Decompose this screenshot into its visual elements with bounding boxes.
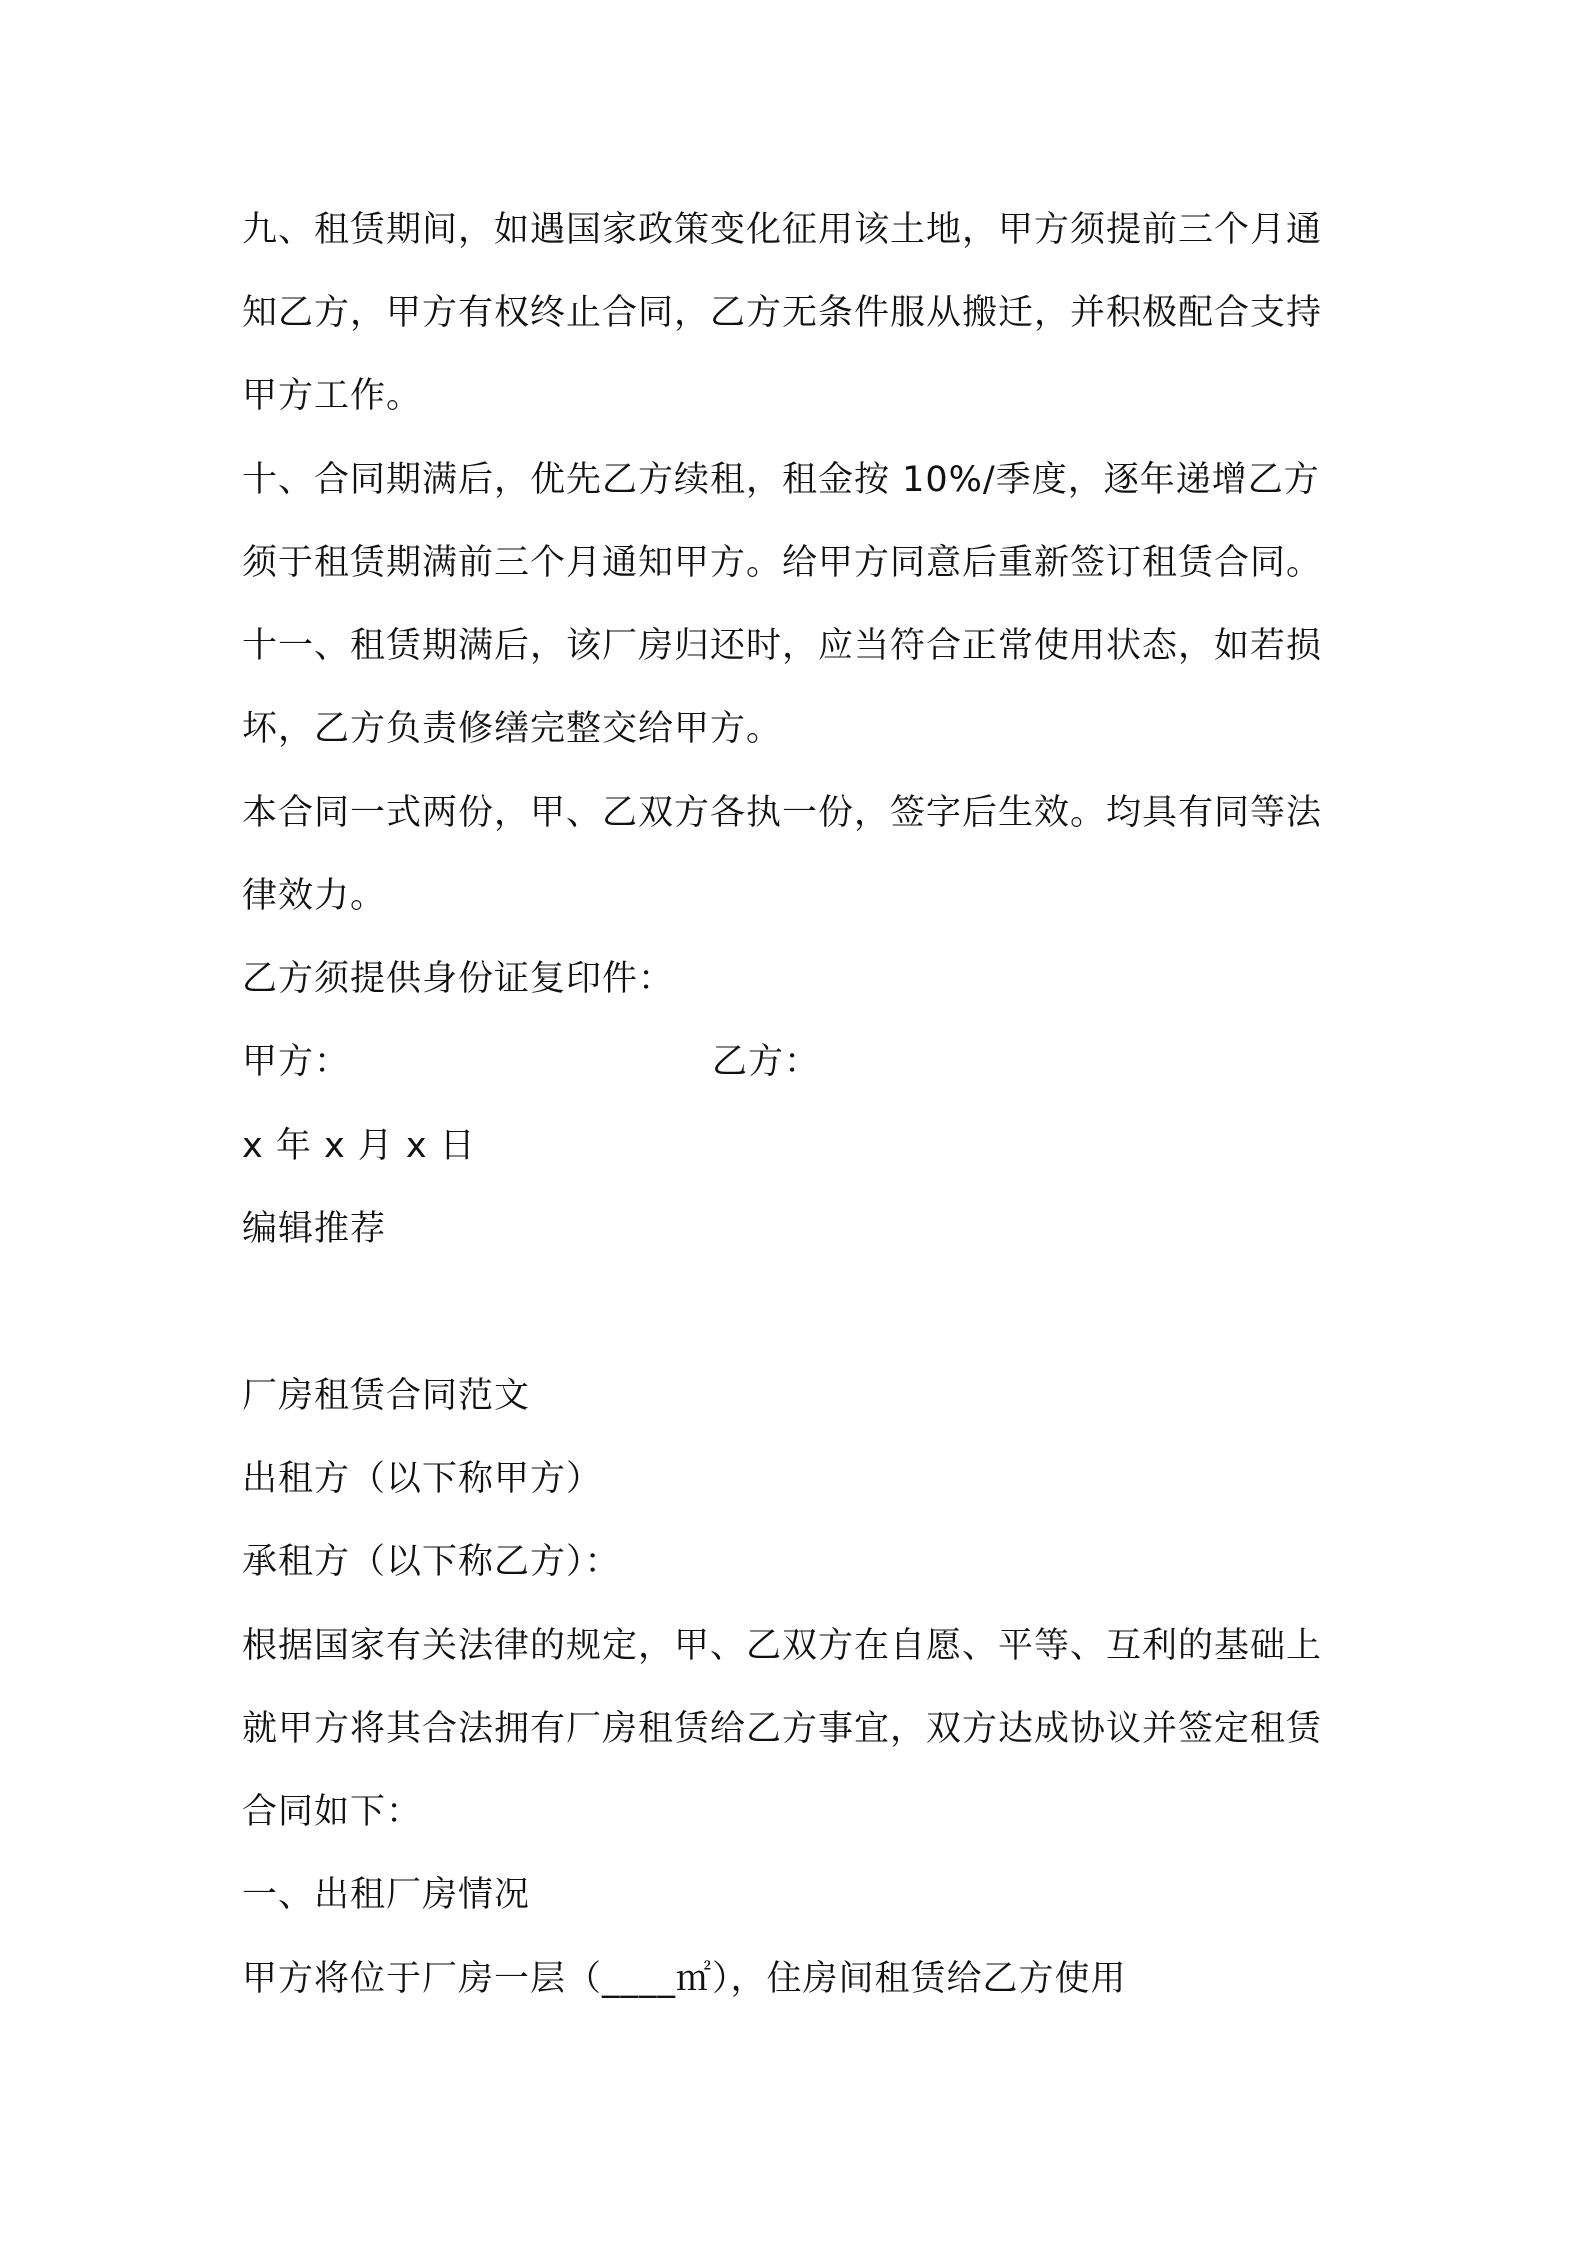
clause-9-line-1: 九、租赁期间，如遇国家政策变化征用该土地，甲方须提前三个月通 <box>242 210 1323 250</box>
id-copy-requirement: 乙方须提供身份证复印件： <box>242 959 675 999</box>
copies-line-1: 本合同一式两份，甲、乙双方各执一份，签字后生效。均具有同等法 <box>242 793 1323 833</box>
editor-pick: 编辑推荐 <box>242 1209 387 1249</box>
clause-11-line-1: 十一、租赁期满后，该厂房归还时，应当符合正常使用状态，如若损 <box>242 626 1323 666</box>
lessee-line: 承租方（以下称乙方）： <box>242 1542 621 1582</box>
lessor-line: 出租方（以下称甲方） <box>242 1459 603 1499</box>
clause-9-line-2: 知乙方，甲方有权终止合同，乙方无条件服从搬迁，并积极配合支持 <box>242 293 1323 333</box>
clause-9-line-3: 甲方工作。 <box>242 376 423 416</box>
section-1-title: 一、出租厂房情况 <box>242 1875 531 1915</box>
basis-line-2: 就甲方将其合法拥有厂房租赁给乙方事宜，双方达成协议并签定租赁 <box>242 1709 1323 1749</box>
clause-10-line-2: 须于租赁期满前三个月通知甲方。给甲方同意后重新签订租赁合同。 <box>242 543 1323 583</box>
clause-10-line-1: 十、合同期满后，优先乙方续租，租金按 10%/季度，逐年递增乙方 <box>242 460 1320 500</box>
date-line: x 年 x 月 x 日 <box>242 1126 476 1166</box>
clause-11-line-2: 坏，乙方负责修缮完整交给甲方。 <box>242 709 783 749</box>
basis-line-1: 根据国家有关法律的规定，甲、乙双方在自愿、平等、互利的基础上 <box>242 1626 1323 1666</box>
party-b-signature: 乙方： <box>712 1042 821 1082</box>
section-1-body: 甲方将位于厂房一层（____㎡），住房间租赁给乙方使用 <box>242 1959 1127 1999</box>
copies-line-2: 律效力。 <box>242 876 387 916</box>
party-a-signature: 甲方： <box>242 1042 351 1082</box>
sample-title: 厂房租赁合同范文 <box>242 1376 531 1416</box>
basis-line-3: 合同如下： <box>242 1792 423 1832</box>
